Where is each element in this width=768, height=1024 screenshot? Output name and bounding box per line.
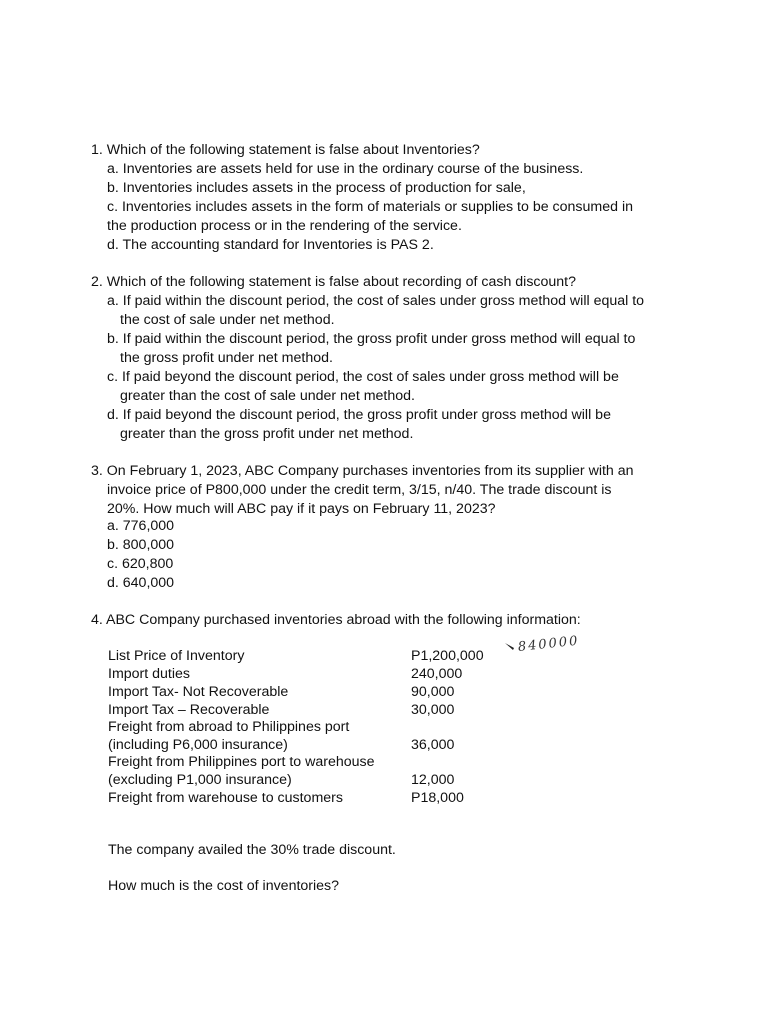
q2-option-c-line1: c. If paid beyond the discount period, the cost of sales under gross method will be xyxy=(107,369,619,385)
q4-table-label: Freight from warehouse to customers xyxy=(108,790,343,806)
q2-option-c-line2: greater than the cost of sale under net method. xyxy=(120,388,415,404)
q3-stem-line3: 20%. How much will ABC pay if it pays on February 11, 2023? xyxy=(107,501,496,517)
q4-table-value: 12,000 xyxy=(411,772,455,788)
q1-stem: 1. Which of the following statement is false about Inventories? xyxy=(91,142,480,158)
q4-table-label: List Price of Inventory xyxy=(108,648,245,664)
q4-stem: 4. ABC Company purchased inventories abroad with the following information: xyxy=(91,612,581,628)
q2-option-a-line1: a. If paid within the discount period, the cost of sales under gross method will equal to xyxy=(107,293,645,309)
q1-option-b: b. Inventories includes assets in the process of production for sale, xyxy=(107,180,526,196)
q4-table-value: 240,000 xyxy=(411,666,463,682)
q1-option-a: a. Inventories are assets held for use in the ordinary course of the business. xyxy=(107,161,584,177)
q4-table-value: 30,000 xyxy=(411,702,455,718)
q3-stem-line1: 3. On February 1, 2023, ABC Company purchases inventories from its supplier with an xyxy=(91,463,634,479)
q1-option-c-line1: c. Inventories includes assets in the form of materials or supplies to be consumed in xyxy=(107,199,633,215)
pen-mark-icon xyxy=(504,639,518,653)
q3-stem-line2: invoice price of P800,000 under the credit term, 3/15, n/40. The trade discount is xyxy=(107,482,612,498)
q2-option-b-line2: the gross profit under net method. xyxy=(120,350,333,366)
q4-table-value: P18,000 xyxy=(411,790,464,806)
handwritten-annotation xyxy=(504,633,594,663)
q4-table-value: 90,000 xyxy=(411,684,455,700)
q4-table-value: P1,200,000 xyxy=(411,648,484,664)
q4-table-label: Freight from Philippines port to warehouse xyxy=(108,754,375,770)
q2-option-a-line2: the cost of sale under net method. xyxy=(120,312,335,328)
q3-option-b: b. 800,000 xyxy=(107,537,175,553)
q1-option-d: d. The accounting standard for Inventories is PAS 2. xyxy=(107,237,434,253)
q2-stem: 2. Which of the following statement is false about recording of cash discount? xyxy=(91,274,577,290)
q2-option-d-line2: greater than the gross profit under net method. xyxy=(120,426,414,442)
handwritten-note: 840000 xyxy=(517,633,581,655)
q2-option-b-line1: b. If paid within the discount period, the gross profit under gross method will equal to xyxy=(107,331,636,347)
q4-table-label: Freight from abroad to Philippines port xyxy=(108,719,350,735)
q4-table-label: (including P6,000 insurance) xyxy=(108,737,288,753)
q2-option-d-line1: d. If paid beyond the discount period, the gross profit under gross method will be xyxy=(107,407,611,423)
q3-option-d: d. 640,000 xyxy=(107,575,175,591)
q4-question: How much is the cost of inventories? xyxy=(108,878,340,894)
q3-option-c: c. 620,800 xyxy=(107,556,174,572)
q1-option-c-line2: the production process or in the rendering of the service. xyxy=(107,218,462,234)
q4-table-label: Import duties xyxy=(108,666,191,682)
q4-table-label: Import Tax – Recoverable xyxy=(108,702,270,718)
q4-table-label: Import Tax- Not Recoverable xyxy=(108,684,289,700)
q4-table-value: 36,000 xyxy=(411,737,455,753)
q4-table-label: (excluding P1,000 insurance) xyxy=(108,772,292,788)
q4-discount-note: The company availed the 30% trade discount. xyxy=(108,842,396,858)
q3-option-a: a. 776,000 xyxy=(107,518,175,534)
